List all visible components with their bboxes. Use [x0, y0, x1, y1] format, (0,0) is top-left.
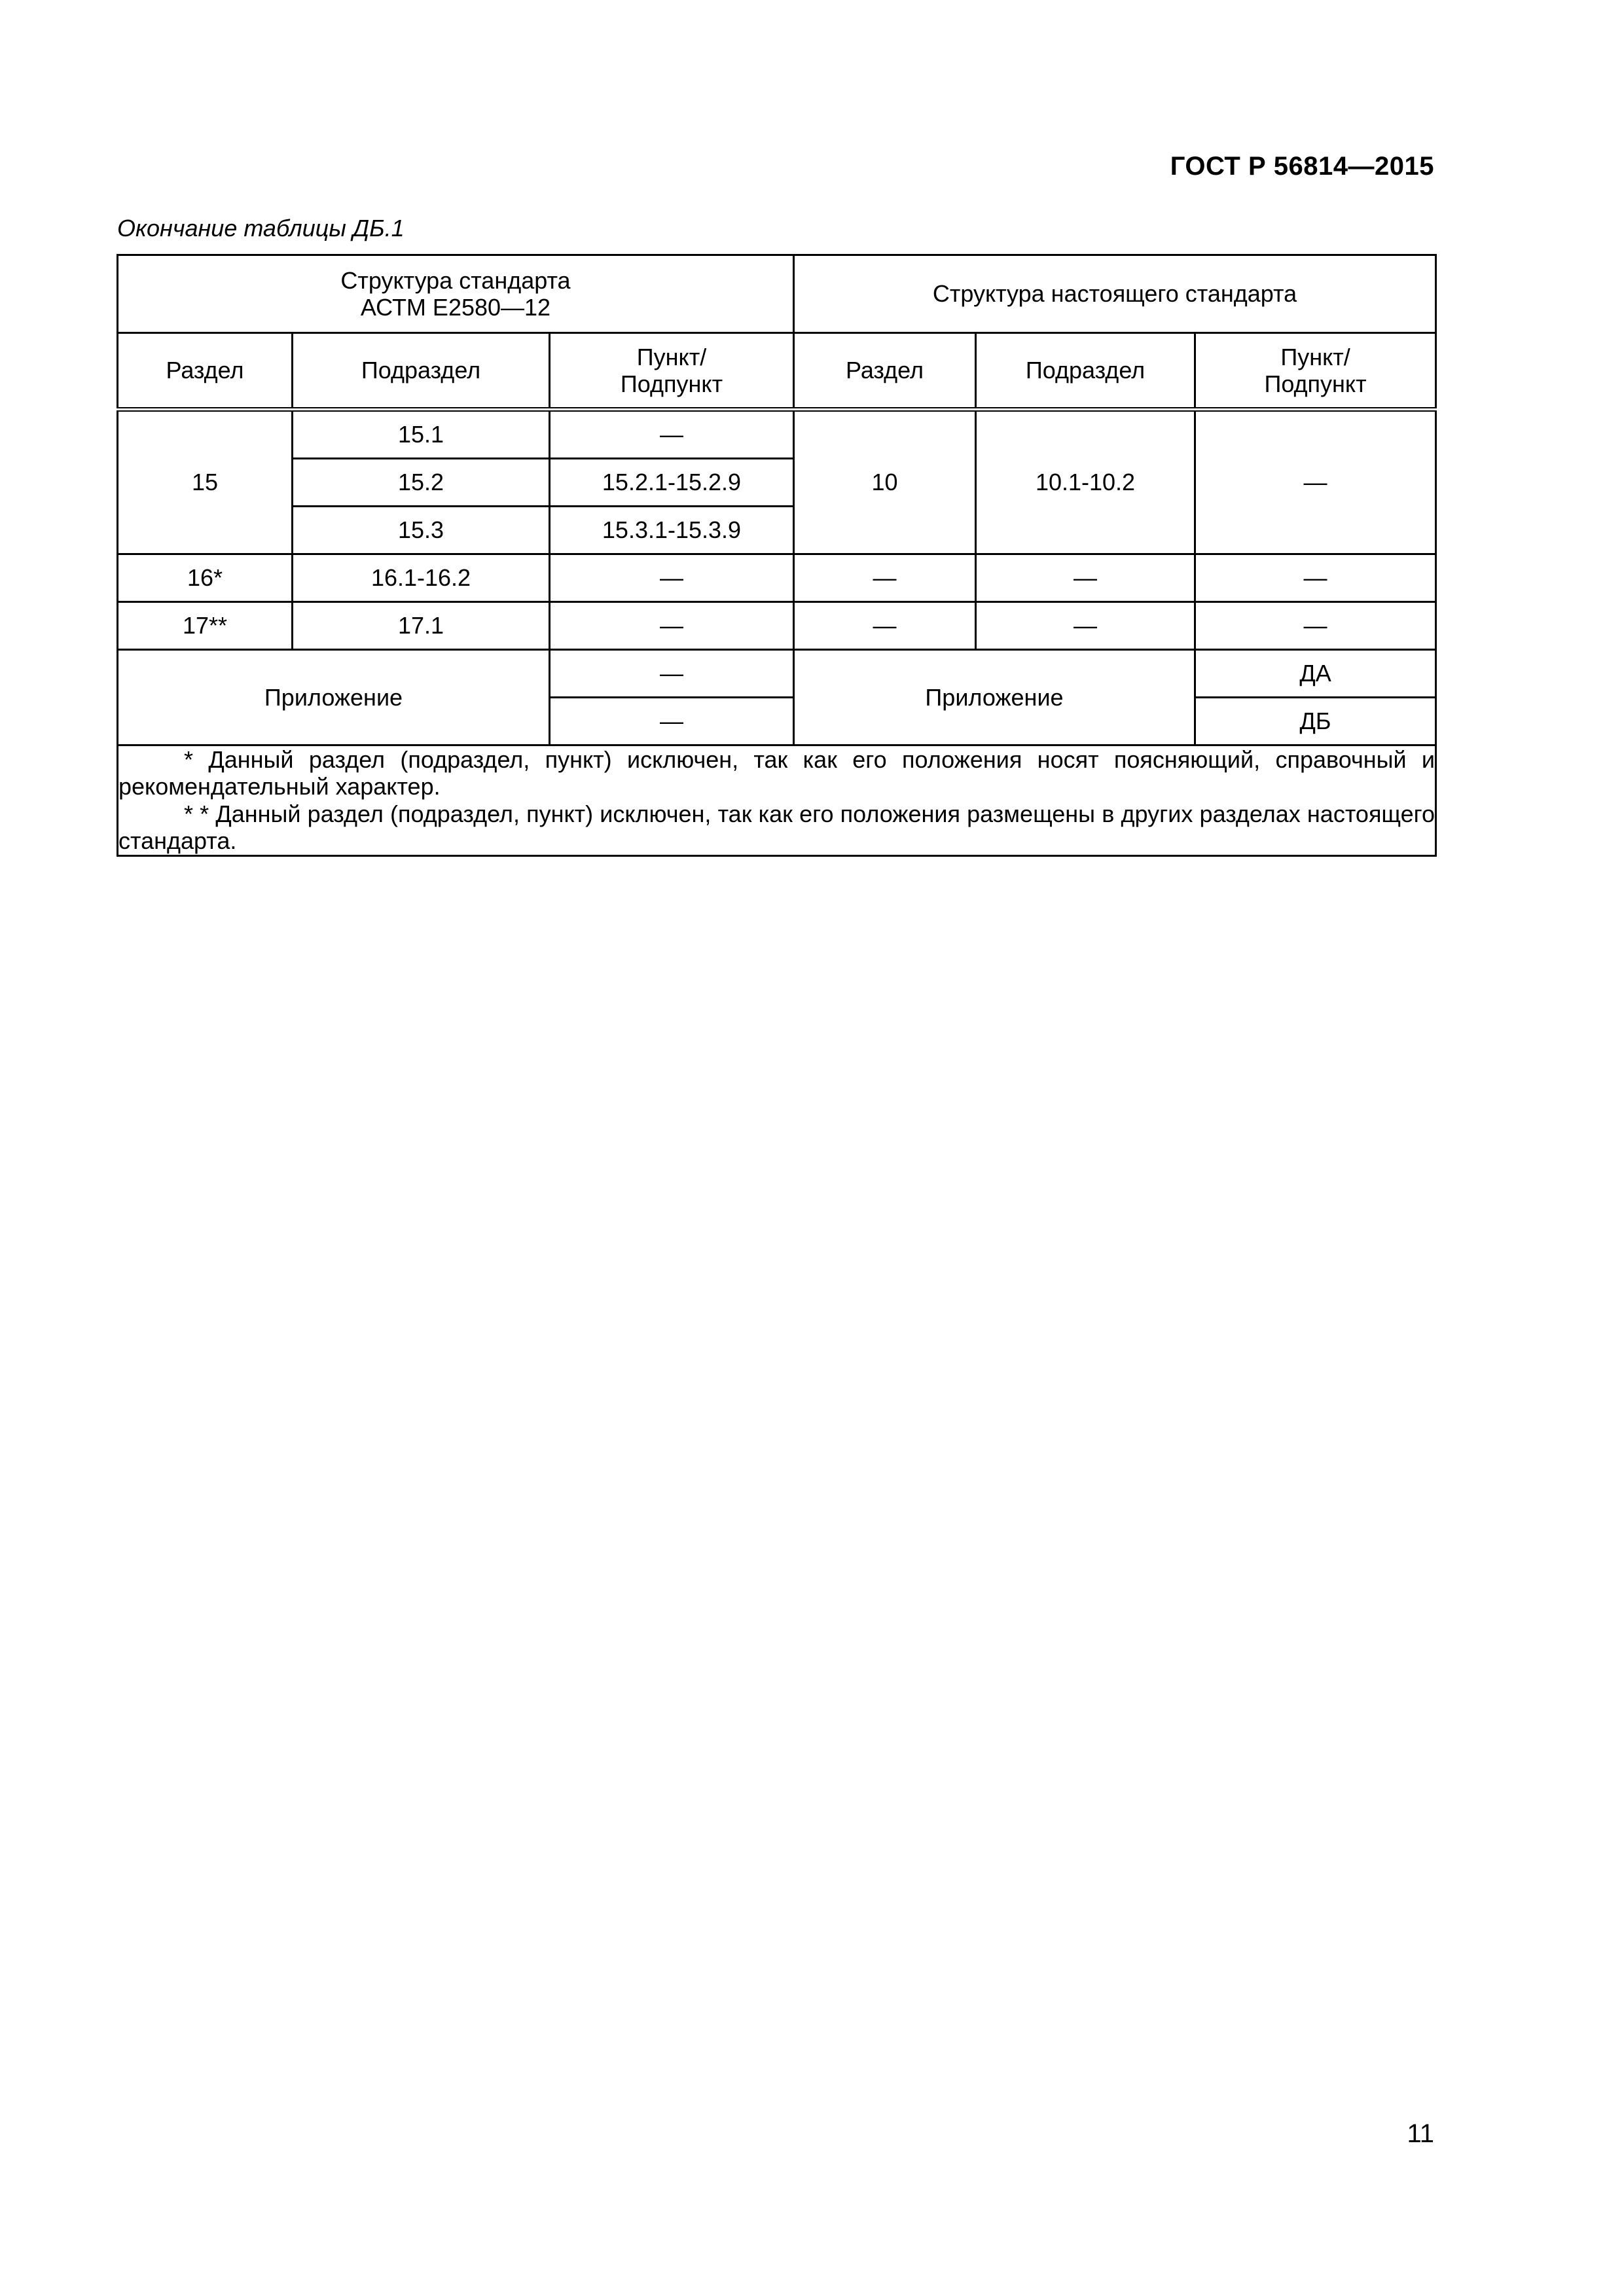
header-source-structure [118, 255, 794, 333]
cell-section-17: 17** [118, 602, 293, 650]
table-caption: Окончание таблицы ДБ.1 [117, 215, 405, 242]
document-code: ГОСТ Р 56814—2015 [1170, 152, 1434, 181]
col-header-item-new-line1: Пункт/ [1280, 343, 1350, 370]
cell-appendix-item-2: — [550, 698, 794, 745]
cell-new-section-10: 10 [794, 410, 976, 554]
col-header-item [550, 333, 794, 410]
cell-appendix-source: Приложение [118, 650, 550, 745]
cell-item-15-1: — [550, 410, 794, 459]
footnote-double-star: * * Данный раздел (подраздел, пункт) исключен, так как его положения размещены в других разделах настоящего стандарта. [118, 800, 1435, 855]
col-header-item-line1: Пункт/ [636, 343, 707, 370]
cell-section-15: 15 [118, 410, 293, 554]
cell-section-16: 16* [118, 554, 293, 602]
cell-appendix-da: ДА [1195, 650, 1436, 698]
cell-appendix-item-1: — [550, 650, 794, 698]
col-header-item-new-line2: Подпункт [1264, 370, 1367, 397]
cell-new-item-17: — [1195, 602, 1436, 650]
col-header-item-new [1195, 333, 1436, 410]
cell-new-item-10: — [1195, 410, 1436, 554]
cell-item-16: — [550, 554, 794, 602]
cell-item-17: — [550, 602, 794, 650]
cell-item-15-2: 15.2.1-15.2.9 [550, 459, 794, 507]
cell-sub-17: 17.1 [293, 602, 550, 650]
cell-new-section-16: — [794, 554, 976, 602]
cell-appendix-current: Приложение [794, 650, 1195, 745]
header-source-line1: Структура стандарта [340, 266, 571, 294]
col-header-section-new: Раздел [794, 333, 976, 410]
structure-comparison-table [117, 254, 1437, 857]
cell-new-sub-10: 10.1-10.2 [976, 410, 1195, 554]
cell-new-item-16: — [1195, 554, 1436, 602]
cell-appendix-db: ДБ [1195, 698, 1436, 745]
cell-new-section-17: — [794, 602, 976, 650]
cell-new-sub-16: — [976, 554, 1195, 602]
page-number: 11 [1407, 2119, 1434, 2148]
header-source-line2: АСТМ Е2580—12 [360, 294, 551, 321]
table-footnotes [118, 745, 1436, 856]
cell-sub-15-1: 15.1 [293, 410, 550, 459]
cell-sub-16: 16.1-16.2 [293, 554, 550, 602]
cell-item-15-3: 15.3.1-15.3.9 [550, 507, 794, 554]
cell-new-sub-17: — [976, 602, 1195, 650]
footnote-single-star: * Данный раздел (подраздел, пункт) исключен, так как его положения носят поясняющий, справочный и рекомендательный характер. [118, 746, 1435, 800]
col-header-subsection: Подраздел [293, 333, 550, 410]
cell-sub-15-3: 15.3 [293, 507, 550, 554]
col-header-section: Раздел [118, 333, 293, 410]
col-header-item-line2: Подпункт [620, 370, 723, 397]
col-header-subsection-new: Подраздел [976, 333, 1195, 410]
header-current-structure: Структура настоящего стандарта [794, 255, 1436, 333]
cell-sub-15-2: 15.2 [293, 459, 550, 507]
